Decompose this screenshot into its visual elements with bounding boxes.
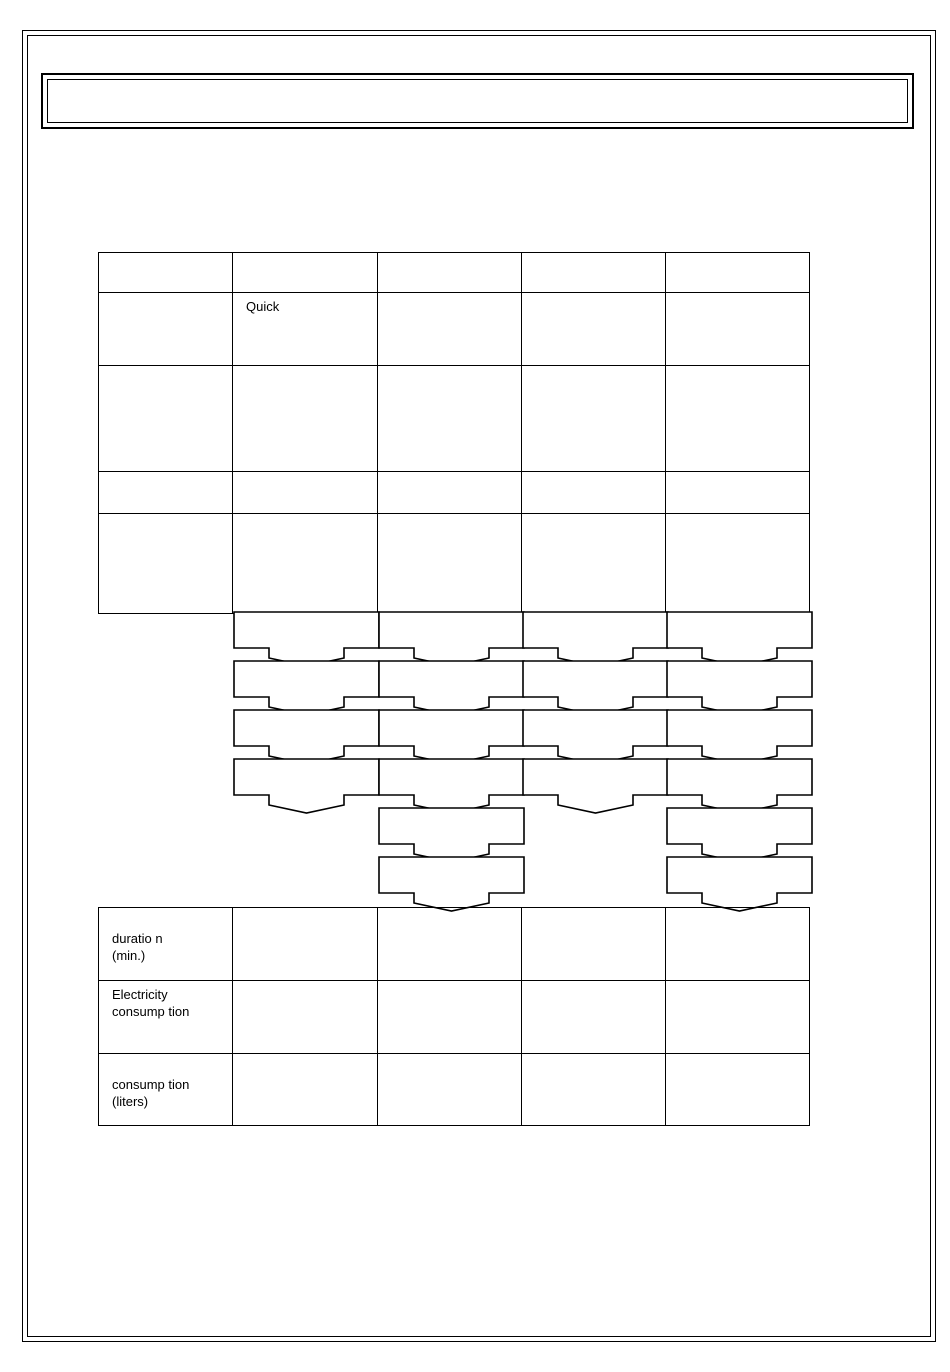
flow-step-arrow bbox=[234, 661, 379, 715]
flow-step-arrow bbox=[667, 661, 812, 715]
flow-step-arrow bbox=[667, 710, 812, 764]
consumption-table bbox=[98, 907, 810, 1126]
row-label-duration: duratio n (min.) bbox=[112, 931, 163, 963]
flow-step-arrow bbox=[523, 759, 668, 813]
row-label-electricity: Electricity consump tion bbox=[112, 987, 190, 1019]
flow-step-arrow bbox=[667, 808, 812, 862]
table-cell bbox=[233, 981, 378, 1054]
table-cell bbox=[233, 1054, 378, 1126]
table-cell bbox=[666, 908, 810, 981]
flow-step-arrow bbox=[379, 710, 524, 764]
row-label-water: consump tion (liters) bbox=[112, 1077, 190, 1109]
flow-step-arrow bbox=[379, 857, 524, 911]
flow-step-arrow bbox=[667, 857, 812, 911]
table-cell bbox=[666, 981, 810, 1054]
flow-step-arrow bbox=[667, 612, 812, 666]
table-cell bbox=[378, 908, 522, 981]
program-name-quick: Quick bbox=[246, 299, 280, 314]
table-cell bbox=[522, 908, 666, 981]
flow-step-arrow bbox=[234, 759, 379, 813]
flow-step-arrow bbox=[667, 759, 812, 813]
table-cell bbox=[522, 981, 666, 1054]
flow-step-arrow bbox=[379, 759, 524, 813]
flow-step-arrow bbox=[234, 612, 379, 666]
table-row bbox=[99, 1054, 810, 1126]
flow-step-arrow bbox=[379, 808, 524, 862]
table-cell bbox=[666, 1054, 810, 1126]
table-cell bbox=[378, 981, 522, 1054]
flow-step-arrow bbox=[379, 661, 524, 715]
table-cell bbox=[99, 1054, 233, 1126]
flow-step-arrow bbox=[523, 661, 668, 715]
flow-step-arrow bbox=[234, 710, 379, 764]
table-cell bbox=[378, 1054, 522, 1126]
table-row bbox=[99, 908, 810, 981]
table-row bbox=[99, 981, 810, 1054]
table-cell bbox=[99, 908, 233, 981]
table-cell bbox=[522, 1054, 666, 1126]
flow-step-arrow bbox=[523, 710, 668, 764]
flow-step-arrow bbox=[379, 612, 524, 666]
flow-step-arrow bbox=[523, 612, 668, 666]
table-cell bbox=[99, 981, 233, 1054]
table-cell bbox=[233, 908, 378, 981]
